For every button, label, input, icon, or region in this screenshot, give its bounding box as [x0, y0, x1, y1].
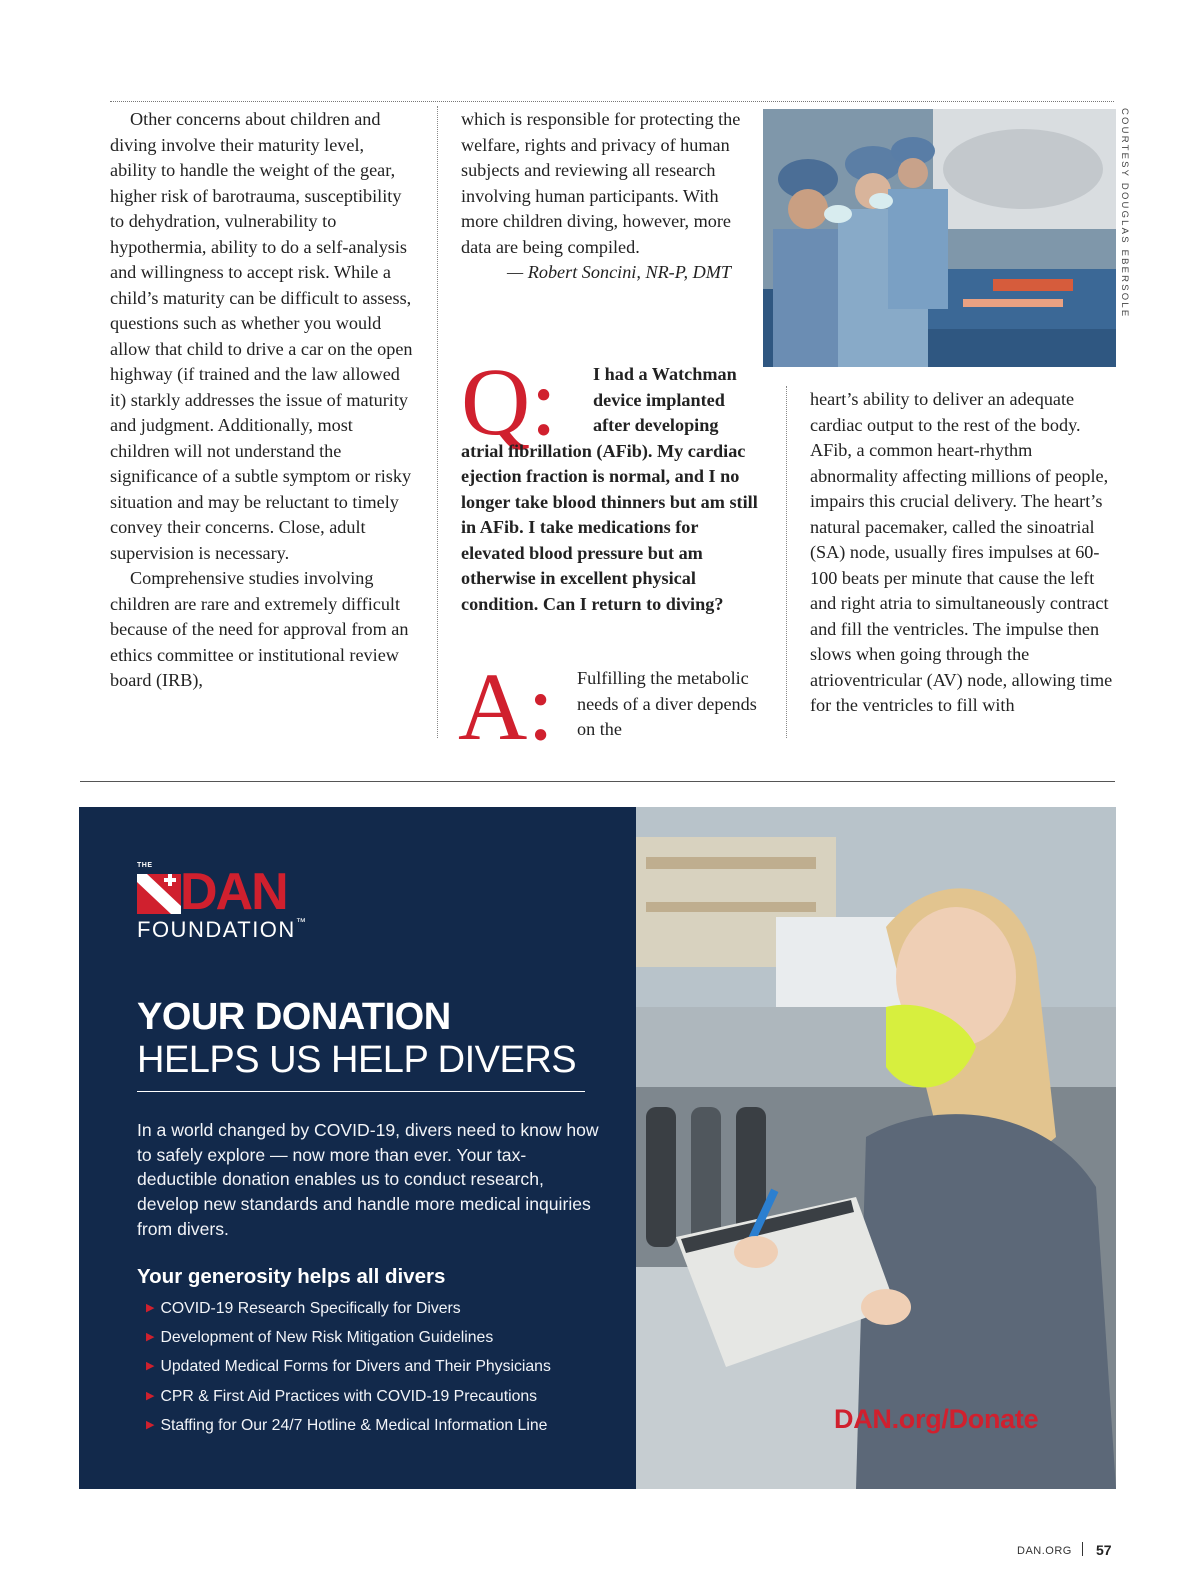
list-item — [146, 1382, 626, 1411]
list-item — [146, 1323, 626, 1352]
question-text — [461, 348, 761, 617]
top-rule — [110, 101, 1114, 102]
list-item-label: Updated Medical Forms for Divers and Their Physicians — [160, 1358, 551, 1376]
list-item-label: CPR & First Aid Practices with COVID-19 Precautions — [160, 1387, 538, 1405]
column-3: heart’s ability to deliver an adequate cardiac output to the rest of the body. AFib, a common heart-rhythm abnormality affecting millions of people, impairs this crucial delivery. The heart’s natural pacemaker, called the sinoatrial (SA) node, usually fires impulses at 60-100 beats per minute that cause the left and right atria to simultaneously contract and fill the ventricles. The impulse then slows when going through the atrioventricular (AV) node, allowing time for the ventricles to fill with — [810, 389, 1113, 715]
column-1 — [110, 107, 414, 694]
triangle-bullet-icon: ▶ — [146, 1360, 155, 1373]
ad-headline-bold: YOUR DONATION — [137, 996, 451, 1038]
list-item-label: Development of New Risk Mitigation Guidelines — [160, 1329, 494, 1347]
column-1-paragraph-2: Comprehensive studies involving children are rare and extremely difficult because of the need for approval from an ethics committee or institutional review board (IRB), — [110, 568, 409, 690]
logo-the: THE — [137, 862, 153, 869]
question-letter: Q: — [461, 348, 557, 455]
column-divider-1 — [437, 106, 438, 738]
dan-foundation-ad — [79, 807, 636, 1489]
column-2-upper — [461, 107, 751, 286]
triangle-bullet-icon: ▶ — [146, 1418, 155, 1431]
ad-headline-light: HELPS US HELP DIVERS — [137, 1039, 577, 1081]
attribution: — Robert Soncini, NR-P, DMT — [507, 262, 731, 282]
question-text-body: I had a Watchman device implanted after developing atrial fibrillation (AFib). My cardiac ejection fraction is normal, and I no longer take blood thinners but am still in AFib. I take medications for elevated blood pressure but am otherwise in excellent physical condition. Can I return to diving? — [461, 364, 758, 614]
answer-letter: A: — [458, 653, 554, 760]
answer-text: Fulfilling the metabolic needs of a diver depends on the — [577, 668, 757, 739]
dan-foundation-logo — [137, 862, 377, 942]
list-item — [146, 1294, 626, 1323]
diver-photo — [636, 807, 1116, 1489]
surgery-photo-illustration — [763, 109, 1116, 367]
ad-subheading: Your generosity helps all divers — [137, 1265, 446, 1288]
column-divider-2 — [786, 386, 787, 738]
list-item — [146, 1411, 626, 1440]
triangle-bullet-icon: ▶ — [146, 1389, 155, 1402]
ad-separator-rule — [80, 781, 1115, 782]
page-number: 57 — [1096, 1542, 1112, 1558]
logo-dan: DAN — [180, 863, 287, 921]
ad-headline-underline — [137, 1091, 585, 1092]
column-1-paragraph-1: Other concerns about children and diving involve their maturity level, ability to handle the weight of the gear, higher risk of barotrauma, susceptibility to dehydration, vulnerability to hypothermia, ability to do a self-analysis and willingness to accept risk. While a child’s maturity can be difficult to assess, questions such as whether you would allow that child to drive a car on the open highway (if trained and the law allowed it) starkly addresses the issue of maturity and judgment. Additionally, most children will not understand the significance of a subtle symptom or risky situation and may be reluctant to timely convey their concerns. Close, adult supervision is necessary. — [110, 109, 413, 563]
list-item-label: Staffing for Our 24/7 Hotline & Medical Information Line — [160, 1416, 548, 1434]
footer-separator — [1082, 1542, 1083, 1556]
triangle-bullet-icon: ▶ — [146, 1331, 155, 1344]
ad-benefit-list — [146, 1294, 626, 1440]
photo-credit: COURTESY DOUGLAS EBERSOLE — [1119, 108, 1130, 319]
surgery-photo — [763, 109, 1116, 367]
dive-flag-icon — [137, 874, 181, 914]
logo-foundation — [137, 917, 307, 943]
triangle-bullet-icon: ▶ — [146, 1302, 155, 1314]
logo-trademark: ™ — [295, 917, 308, 928]
list-item-label: COVID-19 Research Specifically for Divers — [160, 1300, 461, 1317]
column-2-paragraph-1: which is responsible for protecting the welfare, rights and privacy of human subjects and reviewing all research involving human participants. With more children diving, however, more data are being compiled. — [461, 109, 741, 257]
question-letter-spacer — [461, 362, 593, 438]
logo-foundation-text: FOUNDATION — [137, 917, 296, 942]
diver-photo-illustration — [636, 807, 1116, 1489]
ad-body-text: In a world changed by COVID-19, divers need to know how to safely explore — now more than ever. Your tax-deductible donation enables us to conduct research, develop new standards and handle more medical inquiries from divers. — [137, 1120, 599, 1239]
donate-url-link[interactable]: DAN.org/Donate — [834, 1404, 1039, 1434]
footer-site: DAN.ORG — [1017, 1545, 1072, 1557]
list-item — [146, 1352, 626, 1381]
